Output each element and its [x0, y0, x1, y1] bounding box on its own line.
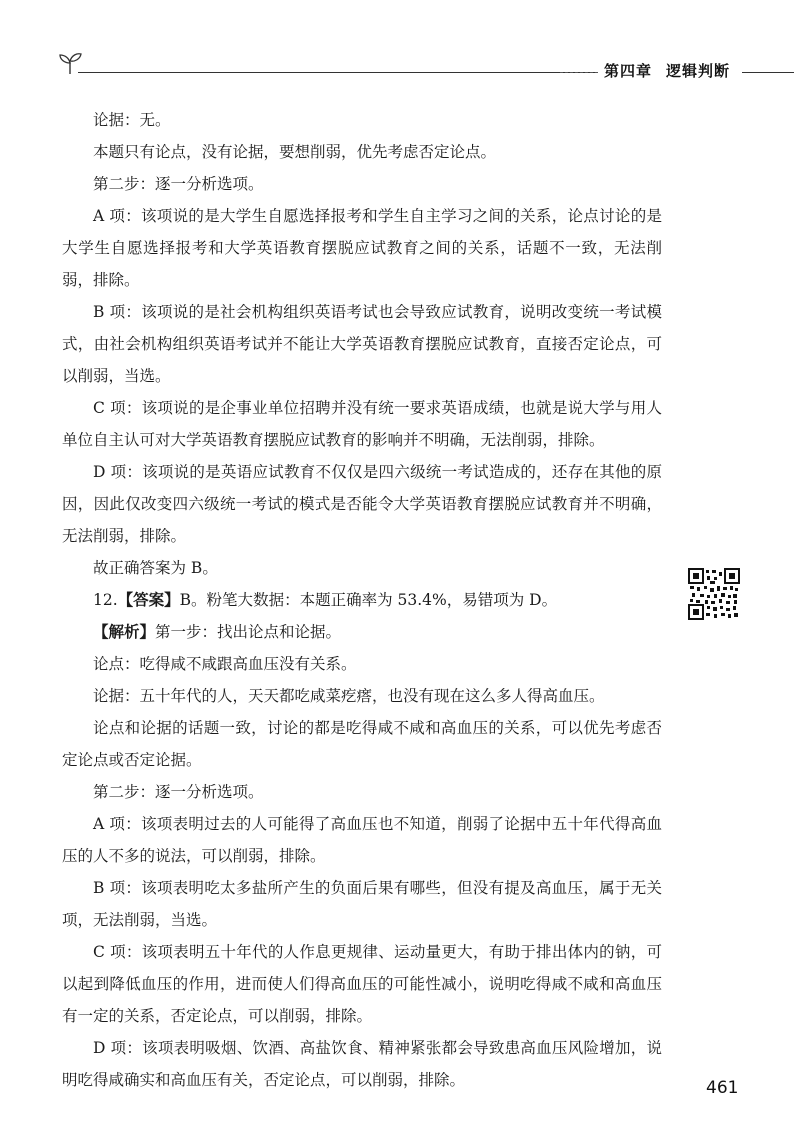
chapter-number: 第四章: [604, 62, 653, 80]
paragraph: A 项：该项说的是大学生自愿选择报考和学生自主学习之间的关系，论点讨论的是大学生自愿选择报考和大学英语教育摆脱应试教育之间的关系，话题不一致，无法削弱，排除。: [62, 207, 662, 289]
paragraph: D 项：该项表明吸烟、饮酒、高盐饮食、精神紧张都会导致患高血压风险增加，说明吃得咸确实和高血压有关，否定论点，可以削弱，排除。: [62, 1039, 662, 1089]
analysis-tag: 【解析】: [93, 622, 156, 641]
paragraph: 论点：吃得咸不咸跟高血压没有关系。: [93, 655, 357, 673]
page-number: 461: [706, 1078, 739, 1098]
qr-code-icon: [688, 568, 740, 620]
header-rule-dashed: [560, 72, 598, 73]
chapter-section: 逻辑判断: [666, 62, 731, 80]
answer-tag: 【答案】: [117, 590, 180, 609]
header-rule-right: [742, 72, 794, 73]
paragraph: 论据：无。: [93, 111, 171, 129]
question-number: 12.: [93, 591, 118, 609]
paragraph: 论点和论据的话题一致，讨论的都是吃得咸不咸和高血压的关系，可以优先考虑否定论点或否定论据。: [62, 719, 662, 769]
paragraph: B 项：该项表明吃太多盐所产生的负面后果有哪些，但没有提及高血压，属于无关项，无法削弱，当选。: [62, 879, 662, 929]
paragraph: 本题只有论点，没有论据，要想削弱，优先考虑否定论点。: [93, 143, 497, 161]
page-body: [62, 104, 662, 1096]
paragraph: 第二步：逐一分析选项。: [93, 783, 264, 801]
paragraph: 第二步：逐一分析选项。: [93, 175, 264, 193]
page-header: [0, 0, 800, 90]
answer-text: B。粉笔大数据：本题正确率为 53.4%，易错项为 D。: [179, 591, 558, 609]
header-rule-left: [78, 72, 598, 73]
paragraph: A 项：该项表明过去的人可能得了高血压也不知道，削弱了论据中五十年代得高血压的人不多的说法，可以削弱，排除。: [62, 815, 662, 865]
paragraph: D 项：该项说的是英语应试教育不仅仅是四六级统一考试造成的，还存在其他的原因，因此仅改变四六级统一考试的模式是否能令大学英语教育摆脱应试教育并不明确，无法削弱，排除。: [62, 463, 662, 545]
paragraph: 论据：五十年代的人，天天都吃咸菜疙瘩，也没有现在这么多人得高血压。: [93, 687, 605, 705]
paragraph: C 项：该项说的是企事业单位招聘并没有统一要求英语成绩，也就是说大学与用人单位自主认可对大学英语教育摆脱应试教育的影响并不明确，无法削弱，排除。: [62, 399, 662, 449]
paragraph: 故正确答案为 B。: [93, 559, 218, 577]
paragraph: B 项：该项说的是社会机构组织英语考试也会导致应试教育，说明改变统一考试模式，由社会机构组织英语考试并不能让大学英语教育摆脱应试教育，直接否定论点，可以削弱，当选。: [62, 303, 662, 385]
paragraph: C 项：该项表明五十年代的人作息更规律、运动量更大，有助于排出体内的钠，可以起到降低血压的作用，进而使人们得高血压的可能性减小，说明吃得咸不咸和高血压有一定的关系，否定论点，可以削弱，排除。: [62, 943, 662, 1025]
chapter-heading: [604, 60, 730, 82]
analysis-text: 第一步：找出论点和论据。: [155, 623, 342, 641]
analysis-line: [62, 616, 662, 648]
answer-line: [62, 584, 662, 616]
